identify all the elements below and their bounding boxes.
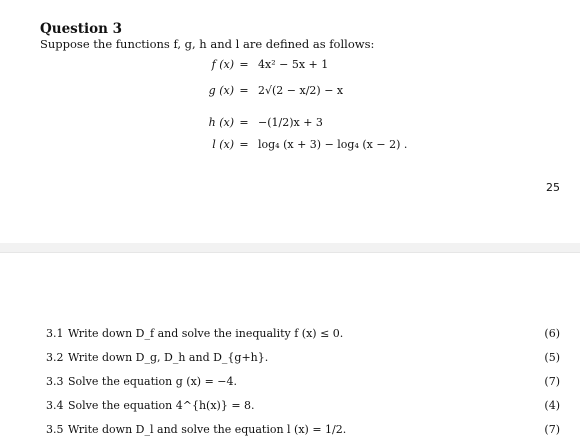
page-number: 25 <box>546 181 560 194</box>
definition-lhs: g (x) <box>208 84 234 97</box>
definition-lhs: h (x) <box>208 116 234 129</box>
question-intro: Suppose the functions f, g, h and l are defined as follows: <box>40 37 375 51</box>
definition-rhs: 2√(2 − x/2) − x <box>258 84 344 97</box>
item-number: 3.4 <box>46 399 64 412</box>
definition-equals: = <box>239 116 249 129</box>
page-break <box>0 243 580 252</box>
definition-equals: = <box>239 58 249 71</box>
item-text: Write down D_g, D_h and D_{g+h}. <box>68 351 269 364</box>
question-heading: Question 3 <box>40 21 123 37</box>
item-text: Write down D_f and solve the inequality f (x) ≤ 0. <box>68 327 344 340</box>
page-break-line <box>0 252 580 253</box>
definition-rhs: −(1/2)x + 3 <box>258 116 323 129</box>
item-number: 3.5 <box>46 423 64 436</box>
item-number: 3.2 <box>46 351 64 364</box>
item-text: Solve the equation g (x) = −4. <box>68 375 237 388</box>
definition-equals: = <box>239 84 249 97</box>
definition-equals: = <box>239 138 249 151</box>
item-marks: (7) <box>544 423 560 436</box>
item-marks: (4) <box>544 399 560 412</box>
definition-lhs: l (x) <box>212 138 234 151</box>
definition-rhs: log₄ (x + 3) − log₄ (x − 2) . <box>258 138 408 151</box>
item-marks: (6) <box>544 327 560 340</box>
definition-rhs: 4x² − 5x + 1 <box>258 58 329 71</box>
item-marks: (7) <box>544 375 560 388</box>
item-text: Solve the equation 4^{h(x)} = 8. <box>68 399 255 412</box>
item-number: 3.3 <box>46 375 64 388</box>
item-number: 3.1 <box>46 327 64 340</box>
definition-lhs: f (x) <box>211 58 234 71</box>
item-marks: (5) <box>544 351 560 364</box>
item-text: Write down D_l and solve the equation l (x) = 1/2. <box>68 423 347 436</box>
